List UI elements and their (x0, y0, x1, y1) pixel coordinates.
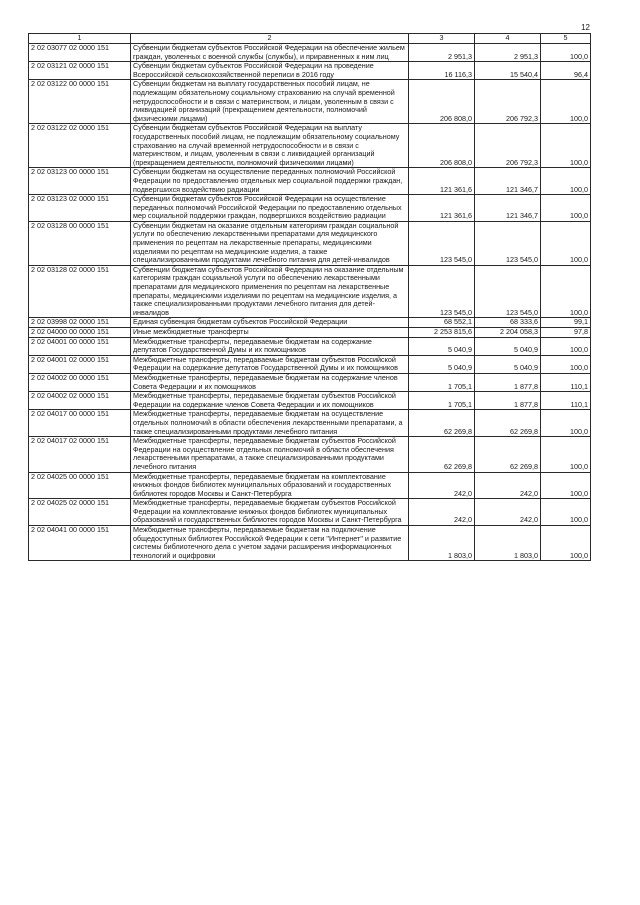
executed-amount-cell: 2 951,3 (475, 44, 541, 62)
budget-code-cell: 2 02 04002 02 0000 151 (29, 392, 131, 410)
executed-amount-cell: 242,0 (475, 472, 541, 499)
planned-amount-cell: 1 705,1 (409, 373, 475, 391)
table-row (29, 80, 591, 124)
description-cell: Субвенции бюджетам субъектов Российской Федерации на обеспечение жильем граждан, уволенных с военной службы (службы), и приравненных к ним лиц (131, 44, 409, 62)
budget-table (28, 33, 591, 561)
percent-cell: 99,1 (541, 318, 591, 328)
table-row (29, 221, 591, 265)
description-cell: Межбюджетные трансферты, передаваемые бюджетам на подключение общедоступных библиотек Российской Федерации к сети "Интернет" и развитие системы библиотечного дела с учетом задачи расширения информационных технологий и оцифровки (131, 526, 409, 561)
budget-code-cell: 2 02 03122 00 0000 151 (29, 80, 131, 124)
budget-code-cell: 2 02 04025 00 0000 151 (29, 472, 131, 499)
table-row (29, 265, 591, 318)
planned-amount-cell: 1 705,1 (409, 392, 475, 410)
planned-amount-cell: 123 545,0 (409, 221, 475, 265)
table-row (29, 373, 591, 391)
table-row (29, 392, 591, 410)
planned-amount-cell: 5 040,9 (409, 337, 475, 355)
description-cell: Межбюджетные трансферты, передаваемые бюджетам на содержание депутатов Государственной Думы и их помощников (131, 337, 409, 355)
budget-code-cell: 2 02 04017 00 0000 151 (29, 410, 131, 437)
percent-cell: 100,0 (541, 80, 591, 124)
table-row (29, 526, 591, 561)
description-cell: Субвенции бюджетам на выплату государственных пособий лицам, не подлежащим обязательному социальному страхованию на случай временной нетрудоспособности и в связи с материнством, и лицам, уволенным в связи с ликвидацией организаций (прекращением деятельности, полномочий физическими лицами) (131, 80, 409, 124)
executed-amount-cell: 5 040,9 (475, 337, 541, 355)
percent-cell: 100,0 (541, 355, 591, 373)
budget-code-cell: 2 02 04017 02 0000 151 (29, 437, 131, 472)
table-row (29, 124, 591, 168)
table-row (29, 328, 591, 338)
description-cell: Субвенции бюджетам субъектов Российской Федерации на оказание отдельным категориям граждан социальной услуги по обеспечению лекарственными препаратами для медицинского применения по рецептам на лекарственные препараты, медицинскими изделиями по рецептам на медицинские изделия, а также специализированными продуктами лечебного питания для детей-инвалидов (131, 265, 409, 318)
table-row (29, 410, 591, 437)
percent-cell: 100,0 (541, 168, 591, 195)
budget-code-cell: 2 02 04002 00 0000 151 (29, 373, 131, 391)
percent-cell: 100,0 (541, 124, 591, 168)
budget-code-cell: 2 02 03123 00 0000 151 (29, 168, 131, 195)
col-header-1: 1 (29, 34, 131, 44)
description-cell: Субвенции бюджетам субъектов Российской Федерации на выплату государственных пособий лицам, не подлежащим обязательному социальному страхованию на случай временной нетрудоспособности и в связи с материнством, и лицам, уволенным в связи с ликвидацией организаций (прекращением деятельности, полномочий физическими лицами) (131, 124, 409, 168)
percent-cell: 100,0 (541, 221, 591, 265)
percent-cell: 100,0 (541, 44, 591, 62)
table-row (29, 44, 591, 62)
planned-amount-cell: 2 951,3 (409, 44, 475, 62)
executed-amount-cell: 68 333,6 (475, 318, 541, 328)
percent-cell: 100,0 (541, 437, 591, 472)
table-row (29, 499, 591, 526)
executed-amount-cell: 62 269,8 (475, 410, 541, 437)
description-cell: Межбюджетные трансферты, передаваемые бюджетам субъектов Российской Федерации на осуществление отдельных полномочий в области обеспечения лекарственными препаратами, а также специализированными продуктами лечебного питания (131, 437, 409, 472)
table-row (29, 472, 591, 499)
table-row (29, 437, 591, 472)
table-row (29, 62, 591, 80)
planned-amount-cell: 62 269,8 (409, 437, 475, 472)
executed-amount-cell: 121 346,7 (475, 168, 541, 195)
budget-code-cell: 2 02 04001 02 0000 151 (29, 355, 131, 373)
description-cell: Межбюджетные трансферты, передаваемые бюджетам субъектов Российской Федерации на содержание членов Совета Федерации и их помощников (131, 392, 409, 410)
percent-cell: 110,1 (541, 392, 591, 410)
col-header-5: 5 (541, 34, 591, 44)
executed-amount-cell: 1 877,8 (475, 373, 541, 391)
executed-amount-cell: 123 545,0 (475, 221, 541, 265)
percent-cell: 100,0 (541, 410, 591, 437)
budget-code-cell: 2 02 03123 02 0000 151 (29, 195, 131, 222)
planned-amount-cell: 242,0 (409, 472, 475, 499)
planned-amount-cell: 68 552,1 (409, 318, 475, 328)
executed-amount-cell: 206 792,3 (475, 124, 541, 168)
budget-code-cell: 2 02 04025 02 0000 151 (29, 499, 131, 526)
percent-cell: 100,0 (541, 195, 591, 222)
planned-amount-cell: 121 361,6 (409, 195, 475, 222)
executed-amount-cell: 206 792,3 (475, 80, 541, 124)
planned-amount-cell: 5 040,9 (409, 355, 475, 373)
table-body (29, 44, 591, 561)
percent-cell: 96,4 (541, 62, 591, 80)
budget-code-cell: 2 02 04000 00 0000 151 (29, 328, 131, 338)
planned-amount-cell: 62 269,8 (409, 410, 475, 437)
table-row (29, 337, 591, 355)
executed-amount-cell: 2 204 058,3 (475, 328, 541, 338)
executed-amount-cell: 15 540,4 (475, 62, 541, 80)
budget-code-cell: 2 02 03998 02 0000 151 (29, 318, 131, 328)
description-cell: Субвенции бюджетам на оказание отдельным категориям граждан социальной услуги по обеспечению лекарственными препаратами для медицинского применения по рецептам на лекарственные препараты, медицинскими изделиями по рецептам на медицинские изделия, а также специализированными продуктами лечебного питания для детей-инвалидов (131, 221, 409, 265)
executed-amount-cell: 62 269,8 (475, 437, 541, 472)
budget-code-cell: 2 02 03122 02 0000 151 (29, 124, 131, 168)
executed-amount-cell: 5 040,9 (475, 355, 541, 373)
executed-amount-cell: 123 545,0 (475, 265, 541, 318)
description-cell: Межбюджетные трансферты, передаваемые бюджетам на осуществление отдельных полномочий в области обеспечения лекарственными препаратами, а также специализированными продуктами лечебного питания (131, 410, 409, 437)
executed-amount-cell: 1 803,0 (475, 526, 541, 561)
percent-cell: 100,0 (541, 265, 591, 318)
budget-code-cell: 2 02 03121 02 0000 151 (29, 62, 131, 80)
page-number: 12 (581, 23, 590, 32)
percent-cell: 100,0 (541, 499, 591, 526)
budget-code-cell: 2 02 03128 02 0000 151 (29, 265, 131, 318)
description-cell: Межбюджетные трансферты, передаваемые бюджетам на комплектование книжных фондов библиотек муниципальных образований и государственных библиотек городов Москвы и Санкт-Петербурга (131, 472, 409, 499)
description-cell: Единая субвенция бюджетам субъектов Российской Федерации (131, 318, 409, 328)
planned-amount-cell: 121 361,6 (409, 168, 475, 195)
planned-amount-cell: 1 803,0 (409, 526, 475, 561)
description-cell: Субвенции бюджетам субъектов Российской Федерации на проведение Всероссийской сельскохозяйственной переписи в 2016 году (131, 62, 409, 80)
planned-amount-cell: 242,0 (409, 499, 475, 526)
percent-cell: 97,8 (541, 328, 591, 338)
percent-cell: 110,1 (541, 373, 591, 391)
header-row (29, 34, 591, 44)
description-cell: Межбюджетные трансферты, передаваемые бюджетам на содержание членов Совета Федерации и их помощников (131, 373, 409, 391)
col-header-3: 3 (409, 34, 475, 44)
percent-cell: 100,0 (541, 337, 591, 355)
executed-amount-cell: 1 877,8 (475, 392, 541, 410)
planned-amount-cell: 123 545,0 (409, 265, 475, 318)
budget-code-cell: 2 02 04001 00 0000 151 (29, 337, 131, 355)
budget-code-cell: 2 02 03077 02 0000 151 (29, 44, 131, 62)
description-cell: Субвенции бюджетам субъектов Российской Федерации на осуществление переданных полномочий Российской Федерации по предоставлению отдельных мер социальной поддержки граждан, подвергшихся воздействию радиации (131, 195, 409, 222)
executed-amount-cell: 242,0 (475, 499, 541, 526)
table-row (29, 195, 591, 222)
description-cell: Межбюджетные трансферты, передаваемые бюджетам субъектов Российской Федерации на содержание депутатов Государственной Думы и их помощников (131, 355, 409, 373)
description-cell: Субвенции бюджетам на осуществление переданных полномочий Российской Федерации по предоставлению отдельных мер социальной поддержки граждан, подвергшихся воздействию радиации (131, 168, 409, 195)
col-header-4: 4 (475, 34, 541, 44)
budget-code-cell: 2 02 03128 00 0000 151 (29, 221, 131, 265)
planned-amount-cell: 16 116,3 (409, 62, 475, 80)
col-header-2: 2 (131, 34, 409, 44)
table-row (29, 168, 591, 195)
planned-amount-cell: 206 808,0 (409, 124, 475, 168)
planned-amount-cell: 206 808,0 (409, 80, 475, 124)
planned-amount-cell: 2 253 815,6 (409, 328, 475, 338)
executed-amount-cell: 121 346,7 (475, 195, 541, 222)
table-row (29, 355, 591, 373)
description-cell: Межбюджетные трансферты, передаваемые бюджетам субъектов Российской Федерации на комплектование книжных фондов библиотек муниципальных образований и государственных библиотек городов Москвы и Санкт-Петербурга (131, 499, 409, 526)
percent-cell: 100,0 (541, 472, 591, 499)
budget-code-cell: 2 02 04041 00 0000 151 (29, 526, 131, 561)
percent-cell: 100,0 (541, 526, 591, 561)
description-cell: Иные межбюджетные трансферты (131, 328, 409, 338)
